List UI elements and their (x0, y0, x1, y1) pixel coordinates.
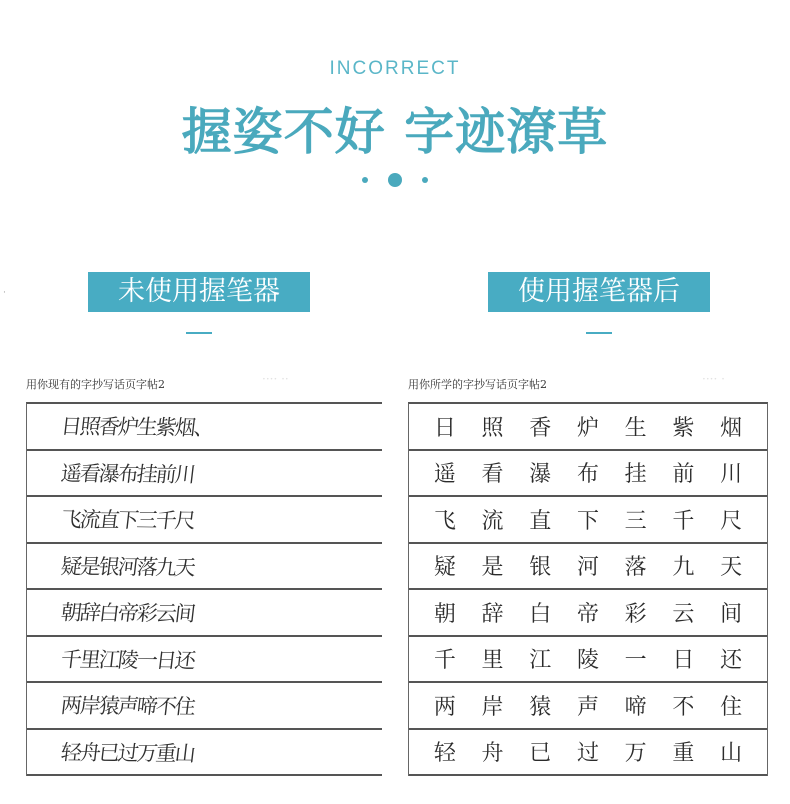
headline: 握姿不好 字迹潦草 (181, 103, 609, 161)
writing-row (409, 544, 767, 591)
neat-character: 千 (672, 508, 695, 534)
neat-character: 尺 (720, 508, 743, 534)
neat-character: 香 (529, 415, 552, 441)
neat-character: 是 (481, 555, 504, 581)
neat-character: 银 (529, 555, 552, 581)
neat-character: 炉 (576, 415, 599, 441)
neat-character: 烟 (720, 415, 743, 441)
neat-character: 过 (576, 741, 599, 767)
neat-character: 遥 (433, 462, 456, 488)
neat-character: 紫 (672, 415, 695, 441)
neat-character: 重 (672, 741, 695, 767)
neat-character: 啼 (624, 694, 647, 720)
neat-character: 下 (576, 508, 599, 534)
neat-character: 川 (720, 462, 743, 488)
neat-line (409, 597, 767, 628)
writing-row (27, 730, 382, 777)
neat-character: 猿 (529, 694, 552, 720)
dot-small (362, 177, 368, 183)
neat-character: 帝 (576, 601, 599, 627)
neat-character: 间 (720, 601, 743, 627)
neat-character: 布 (576, 462, 599, 488)
writing-row (27, 544, 382, 591)
neat-character: 挂 (624, 462, 647, 488)
neat-character: 已 (529, 741, 552, 767)
neat-character: 日 (433, 415, 456, 441)
neat-line (409, 457, 767, 488)
worksheet-title: 用你所学的字抄写话页字帖2 (408, 378, 547, 391)
handwritten-line: 遥看瀑布挂前川 (59, 461, 196, 487)
handwritten-line: 两岸猿声啼不住 (59, 693, 196, 720)
writing-row (27, 497, 382, 544)
neat-character: 还 (720, 648, 743, 674)
writing-row (409, 730, 767, 777)
neat-character: 生 (624, 415, 647, 441)
neat-character: 三 (624, 508, 647, 534)
neat-character: 千 (433, 648, 456, 674)
faint-bleed-text: ···· · (702, 372, 725, 386)
neat-line (409, 411, 767, 442)
neat-character: 山 (720, 741, 743, 767)
handwritten-line: 疑是银河落九天 (59, 554, 196, 580)
neat-character: 日 (672, 648, 695, 674)
neat-character: 轻 (433, 741, 456, 767)
writing-row (409, 683, 767, 730)
worksheet-title: 用你现有的字抄写话页字帖2 (26, 378, 165, 391)
writing-row (409, 637, 767, 684)
neat-character: 不 (672, 694, 695, 720)
neat-line (409, 736, 767, 767)
label-after: 使用握笔器后 (488, 272, 710, 312)
neat-character: 瀑 (529, 462, 552, 488)
neat-character: 看 (481, 462, 504, 488)
neat-character: 白 (529, 601, 552, 627)
neat-character: 声 (576, 694, 599, 720)
eyebrow-text: INCORRECT (329, 58, 461, 79)
label-underline (586, 332, 612, 334)
neat-character: 辞 (481, 601, 504, 627)
writing-row (27, 404, 382, 451)
neat-line (409, 690, 767, 721)
handwritten-line: 千里江陵一日还 (59, 647, 196, 673)
neat-character: 飞 (433, 508, 456, 534)
neat-character: 舟 (481, 741, 504, 767)
neat-line (409, 504, 767, 535)
handwritten-line: 轻舟已过万重山 (59, 740, 196, 766)
neat-character: 照 (481, 415, 504, 441)
neat-character: 落 (624, 555, 647, 581)
writing-row (409, 497, 767, 544)
handwritten-line: 飞流直下三千尺 (59, 507, 196, 534)
worksheet-after (402, 362, 790, 804)
neat-line (409, 643, 767, 674)
writing-row (27, 590, 382, 637)
neat-character: 两 (433, 694, 456, 720)
writing-row (409, 404, 767, 451)
label-before: 未使用握笔器 (88, 272, 310, 312)
handwritten-line: 朝辞白帝彩云间 (59, 600, 196, 627)
handwritten-line: 日照香炉生紫烟、 (59, 414, 215, 441)
neat-character: 前 (672, 462, 695, 488)
dot-active (388, 173, 402, 187)
neat-line (409, 550, 767, 581)
label-underline (186, 332, 212, 334)
neat-character: 彩 (624, 601, 647, 627)
neat-character: 疑 (433, 555, 456, 581)
writing-row (27, 683, 382, 730)
dot-small (422, 177, 428, 183)
neat-character: 里 (481, 648, 504, 674)
neat-character: 九 (672, 555, 695, 581)
neat-character: 江 (529, 648, 552, 674)
neat-character: 一 (624, 648, 647, 674)
scan-mark: · (3, 288, 6, 298)
neat-character: 陵 (576, 648, 599, 674)
neat-character: 云 (672, 601, 695, 627)
writing-row (409, 451, 767, 498)
neat-character: 天 (720, 555, 743, 581)
pagination-dots (0, 172, 790, 188)
neat-character: 直 (529, 508, 552, 534)
writing-row (27, 451, 382, 498)
writing-row (27, 637, 382, 684)
faint-bleed-text: ···· ·· (262, 372, 289, 386)
neat-character: 岸 (481, 694, 504, 720)
writing-lines (408, 402, 768, 776)
neat-character: 河 (576, 555, 599, 581)
neat-character: 住 (720, 694, 743, 720)
worksheet-before (0, 362, 395, 804)
neat-character: 流 (481, 508, 504, 534)
writing-row (409, 590, 767, 637)
neat-character: 万 (624, 741, 647, 767)
writing-lines (26, 402, 382, 776)
neat-character: 朝 (433, 601, 456, 627)
